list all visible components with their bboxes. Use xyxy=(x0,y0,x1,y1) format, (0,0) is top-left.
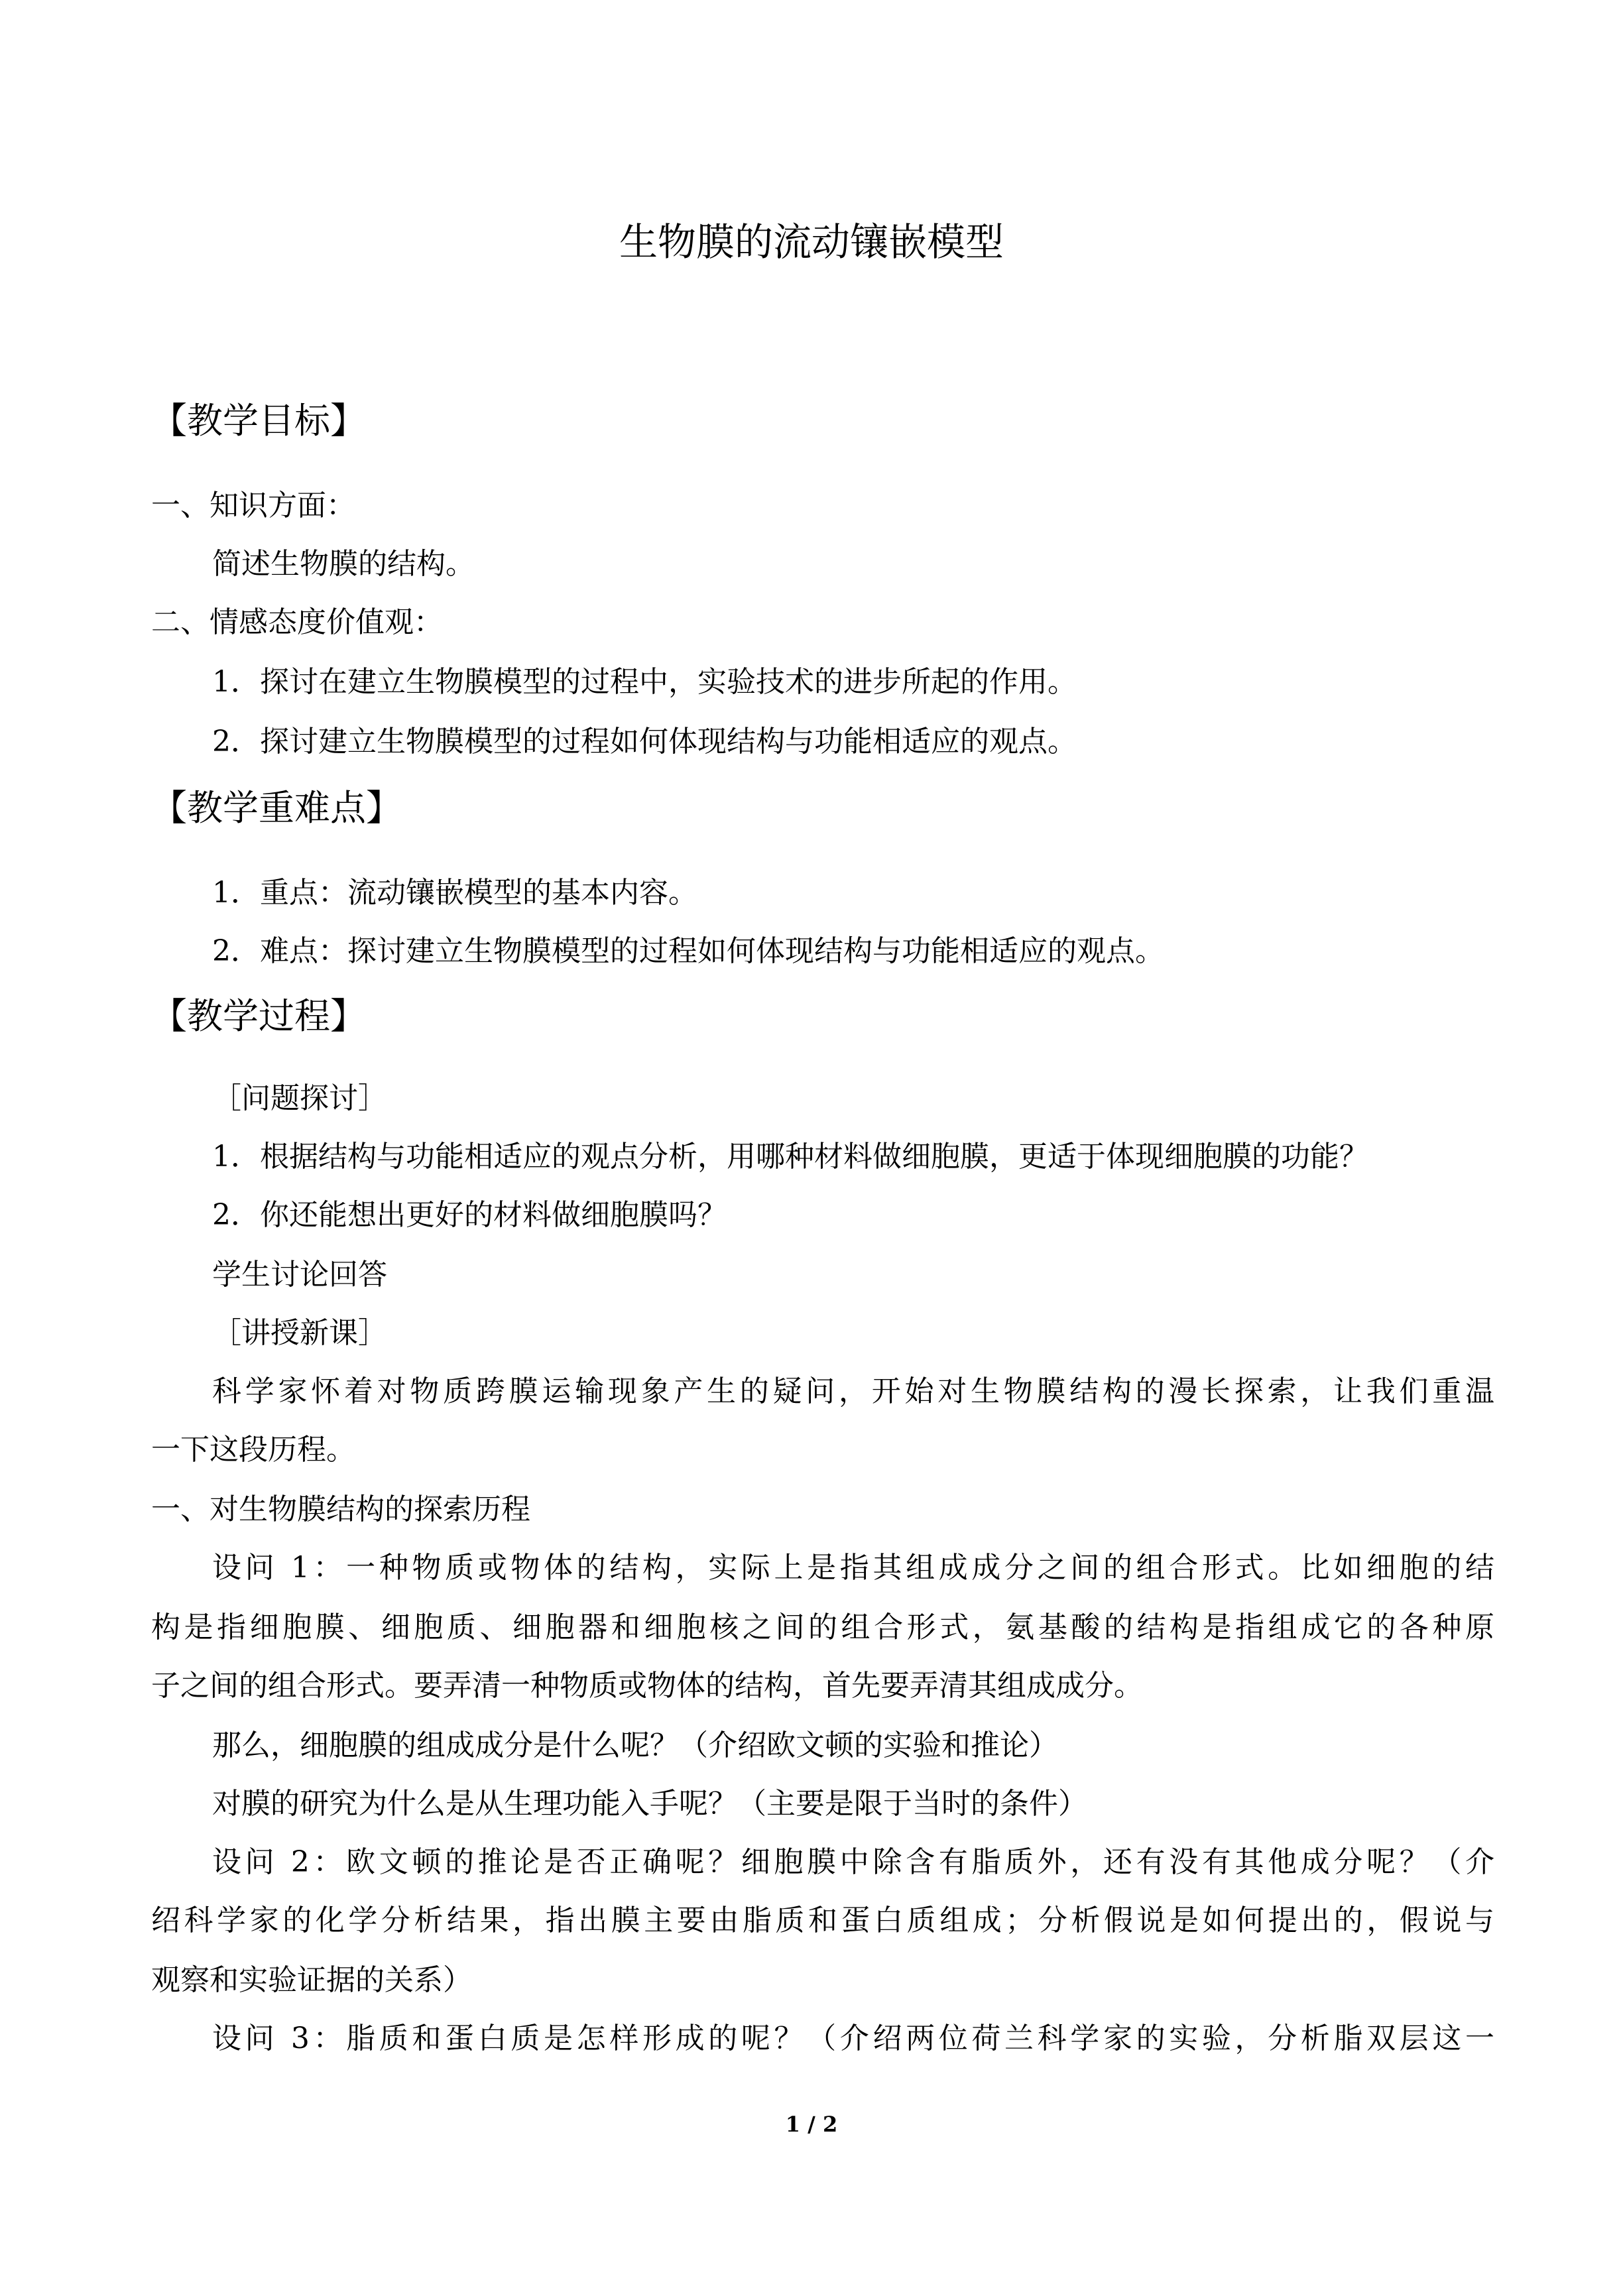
question1-line-1: 设问 1：一种物质或物体的结构，实际上是指其组成成分之间的组合形式。比如细胞的结 xyxy=(212,1551,1494,1585)
question-2: 2．你还能想出更好的材料做细胞膜吗？ xyxy=(212,1198,727,1232)
section-heading-objectives: 【教学目标】 xyxy=(151,400,366,442)
key-point-item-2: 2．难点：探讨建立生物膜模型的过程如何体现结构与功能相适应的观点。 xyxy=(212,934,1164,968)
question-1: 1．根据结构与功能相适应的观点分析，用哪种材料做细胞膜，更适于体现细胞膜的功能？ xyxy=(212,1140,1368,1174)
section-heading-key-points: 【教学重难点】 xyxy=(151,787,402,829)
paragraph-b: 对膜的研究为什么是从生理功能入手呢？（主要是限于当时的条件） xyxy=(212,1787,1087,1821)
paragraph-a: 那么，细胞膜的组成成分是什么呢？（介绍欧文顿的实验和推论） xyxy=(212,1728,1058,1762)
question2-line-2: 绍科学家的化学分析结果，指出膜主要由脂质和蛋白质组成；分析假说是如何提出的，假说与 xyxy=(151,1903,1494,1937)
question2-line-1: 设问 2：欧文顿的推论是否正确呢？细胞膜中除含有脂质外，还有没有其他成分呢？（介 xyxy=(212,1845,1494,1879)
question-label: ［问题探讨］ xyxy=(212,1081,387,1115)
intro-line-1: 科学家怀着对物质跨膜运输现象产生的疑问，开始对生物膜结构的漫长探索，让我们重温 xyxy=(212,1374,1494,1408)
emotion-item-1: 1．探讨在建立生物膜模型的过程中，实验技术的进步所起的作用。 xyxy=(212,665,1077,699)
page-number: 1 / 2 xyxy=(785,2112,838,2137)
students-discuss: 学生讨论回答 xyxy=(212,1258,387,1292)
new-lesson-label: ［讲授新课］ xyxy=(212,1316,387,1350)
knowledge-text: 简述生物膜的结构。 xyxy=(212,547,475,581)
key-point-item-1: 1．重点：流动镶嵌模型的基本内容。 xyxy=(212,876,697,910)
page-title: 生物膜的流动镶嵌模型 xyxy=(619,219,1004,265)
question2-line-3: 观察和实验证据的关系） xyxy=(151,1963,472,1997)
section-heading-process: 【教学过程】 xyxy=(151,995,366,1037)
knowledge-heading: 一、知识方面： xyxy=(151,489,355,522)
subsection-heading: 一、对生物膜结构的探索历程 xyxy=(151,1492,530,1526)
question1-line-3: 子之间的组合形式。要弄清一种物质或物体的结构，首先要弄清其组成成分。 xyxy=(151,1669,1143,1703)
question1-line-2: 构是指细胞膜、细胞质、细胞器和细胞核之间的组合形式，氨基酸的结构是指组成它的各种原 xyxy=(151,1610,1494,1644)
emotion-item-2: 2．探讨建立生物膜模型的过程如何体现结构与功能相适应的观点。 xyxy=(212,725,1077,758)
intro-line-2: 一下这段历程。 xyxy=(151,1433,355,1467)
emotion-heading: 二、情感态度价值观： xyxy=(151,605,443,639)
question3-line-1: 设问 3：脂质和蛋白质是怎样形成的呢？（介绍两位荷兰科学家的实验，分析脂双层这一 xyxy=(212,2022,1494,2055)
